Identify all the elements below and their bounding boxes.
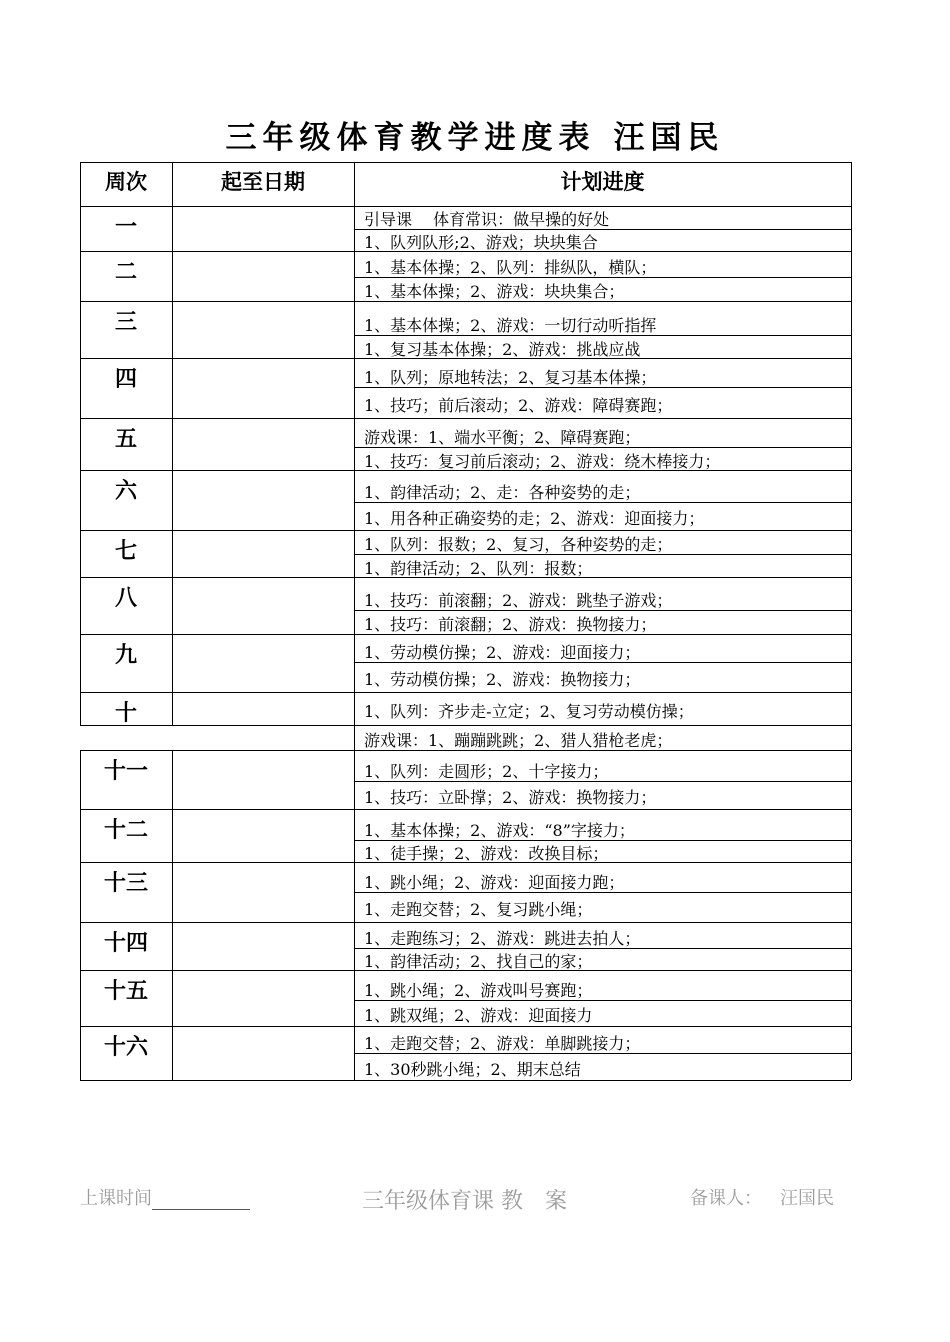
plan-line: 1、基本体操；2、游戏：“8”字接力； (364, 821, 635, 840)
week-label: 二 (114, 259, 137, 285)
plan-line: 1、基本体操；2、游戏：一切行动听指挥 (364, 316, 657, 335)
week-label: 七 (114, 538, 137, 564)
plan-line: 1、用各种正确姿势的走；2、游戏：迎面接力； (364, 509, 705, 528)
row-border (80, 418, 851, 419)
right-border (851, 162, 852, 1080)
plan-line: 1、技巧；前后滚动；2、游戏：障碍赛跑； (364, 395, 673, 415)
plan-line: 1、跳小绳；2、游戏：迎面接力跑； (364, 873, 625, 892)
plan-line: 1、队列：齐步走-立定；2、复习劳动模仿操； (364, 701, 694, 721)
plan-line: 1、走跑交替；2、复习跳小绳； (364, 900, 593, 919)
footer-course: 三年级体育课 教 案 (362, 1189, 567, 1214)
col2-divider (354, 162, 355, 1080)
plan-line: 1、徒手操；2、游戏：改换目标； (364, 844, 609, 863)
week-label: 一 (114, 214, 137, 240)
header-week: 周次 (105, 169, 147, 194)
row-border (80, 692, 851, 693)
footer-preparer (690, 1184, 834, 1210)
plan-line: 游戏课：1、端水平衡；2、障碍赛跑； (364, 428, 641, 447)
header-dates: 起至日期 (221, 169, 305, 194)
plan-line: 1、走跑交替；2、游戏：单脚跳接力； (364, 1034, 641, 1053)
plan-line: 1、韵律活动；2、队列：报数； (364, 558, 593, 578)
row-border (80, 809, 851, 810)
row-border (80, 922, 851, 923)
row-border (80, 750, 354, 751)
row-border (80, 530, 851, 531)
row-border (80, 1026, 851, 1027)
plan-line: 1、技巧：前滚翻；2、游戏：换物接力； (364, 615, 657, 634)
plan-line: 1、基本体操；2、游戏：块块集合； (364, 282, 625, 301)
title-author: 汪国民 (613, 120, 725, 156)
class-time-label: 上课时间 (80, 1188, 152, 1209)
week-label: 十二 (103, 817, 148, 843)
plan-line: 1、韵律活动；2、找自己的家； (364, 952, 593, 971)
plan-line: 1、30秒跳小绳；2、期末总结 (364, 1059, 581, 1079)
plan-line: 1、队列：报数；2、复习，各种姿势的走； (364, 535, 673, 554)
title-text: 三年级体育教学进度表 (225, 120, 596, 156)
plan-line: 1、技巧：立卧撑；2、游戏：换物接力； (364, 788, 657, 807)
plan-line: 游戏课：1、蹦蹦跳跳；2、猎人猎枪老虎； (364, 730, 673, 750)
footer-class-time (80, 1184, 250, 1210)
plan-line: 1、走跑练习；2、游戏：跳进去拍人； (364, 929, 641, 948)
week-label: 四 (114, 366, 137, 392)
table-top-border (80, 162, 851, 163)
row-border (354, 725, 851, 726)
plan-line: 1、跳双绳；2、游戏：迎面接力 (364, 1006, 593, 1025)
plan-line: 1、劳动模仿操；2、游戏：迎面接力； (364, 643, 641, 662)
week-label: 八 (114, 585, 137, 611)
col1-divider-bottom (172, 750, 173, 1080)
week-label: 十一 (103, 758, 148, 784)
header-plan: 计划进度 (560, 169, 645, 194)
plan-line: 1、基本体操；2、队列：排纵队，横队； (364, 258, 657, 277)
week-label: 九 (114, 642, 137, 668)
week-label: 十四 (103, 930, 148, 956)
week-label: 三 (114, 309, 137, 335)
preparer-name: 汪国民 (780, 1188, 834, 1209)
week-label: 十六 (103, 1034, 148, 1060)
col1-divider-top (172, 162, 173, 725)
page-title (0, 112, 950, 157)
week-label: 五 (114, 426, 137, 452)
week-label: 六 (114, 478, 137, 504)
plan-line: 1、技巧：前滚翻；2、游戏：跳垫子游戏； (364, 591, 673, 610)
plan-line: 1、跳小绳；2、游戏叫号赛跑； (364, 981, 593, 1000)
row-border (80, 1080, 851, 1081)
plan-line: 1、韵律活动；2、走：各种姿势的走； (364, 483, 641, 502)
plan-line: 1、队列：走圆形；2、十字接力； (364, 762, 609, 781)
week-label: 十 (114, 700, 137, 726)
week-label: 十三 (103, 870, 148, 896)
plan-line: 1、队列队形;2、游戏；块块集合 (364, 233, 598, 252)
plan-line: 1、技巧：复习前后滚动；2、游戏：绕木棒接力； (364, 451, 721, 471)
plan-line: 引导课 体育常识：做早操的好处 (364, 210, 610, 229)
plan-line: 1、复习基本体操；2、游戏：挑战应战 (364, 339, 641, 359)
plan-line: 1、劳动模仿操；2、游戏：换物接力； (364, 670, 641, 689)
week-label: 十五 (103, 978, 148, 1004)
preparer-label: 备课人： (690, 1188, 762, 1209)
plan-line: 1、队列；原地转法；2、复习基本体操； (364, 368, 657, 387)
class-time-blank (152, 1191, 250, 1210)
